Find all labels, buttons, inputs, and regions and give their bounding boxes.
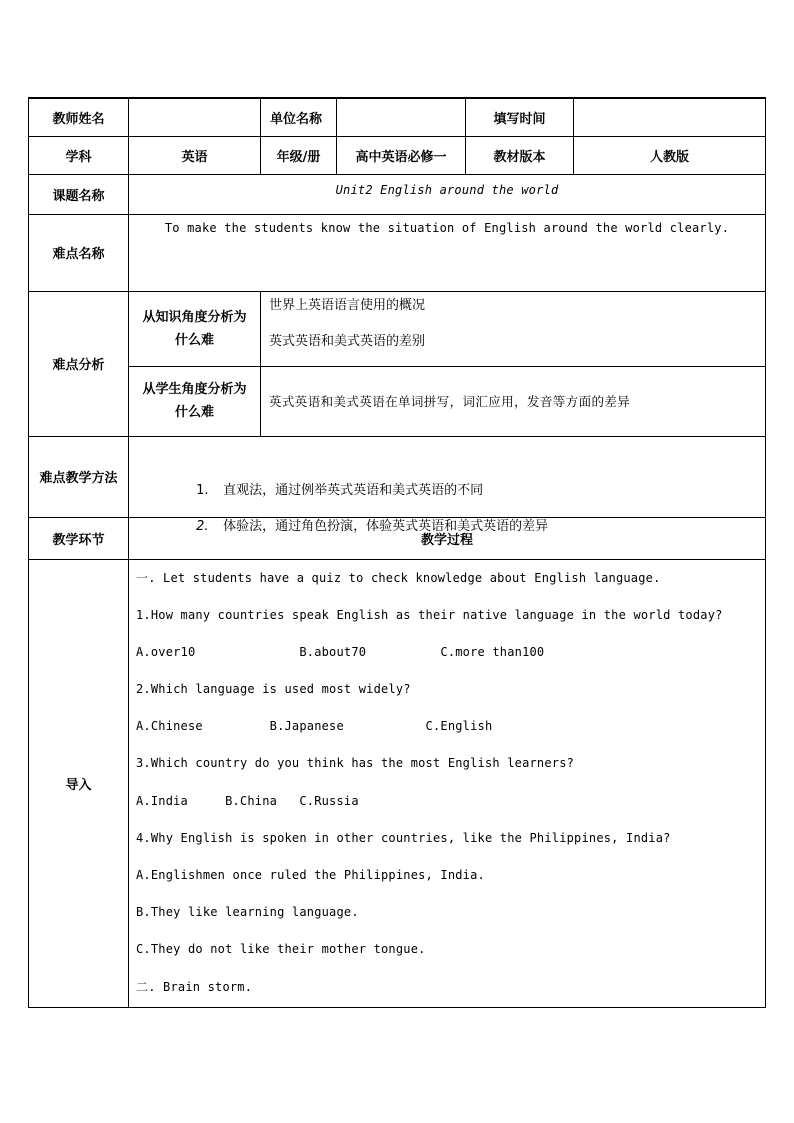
- question-line: 2.Which language is used most widely?: [136, 682, 411, 697]
- student-analysis: 英式英语和美式英语在单词拼写，词汇应用，发音等方面的差异: [261, 366, 766, 436]
- stage-header: 教学环节: [29, 517, 129, 559]
- grade-value: 高中英语必修一: [337, 136, 466, 174]
- row-topic: [29, 174, 766, 214]
- fill-time-label: 填写时间: [466, 98, 574, 136]
- grade-label: 年级/册: [261, 136, 337, 174]
- question-line: 1.How many countries speak English as their native language in the world today?: [136, 607, 723, 622]
- intro-stage-label: 导入: [29, 559, 129, 1007]
- row-intro: [29, 559, 766, 1007]
- method-item: [129, 437, 765, 498]
- subject-label: 学科: [29, 136, 129, 174]
- knowledge-analysis: [261, 291, 766, 366]
- student-angle-label: 从学生角度分析为什么难: [129, 366, 261, 436]
- fill-time-value: [574, 98, 766, 136]
- subject-value: 英语: [129, 136, 261, 174]
- unit-label: 单位名称: [261, 98, 337, 136]
- method-item-text: 体验法，通过角色扮演，体验英式英语和美式英语的差异: [223, 518, 549, 534]
- quiz-intro-line: 一. Let students have a quiz to check knowledge about English language.: [136, 570, 661, 585]
- row-difficulty: [29, 214, 766, 291]
- method-list: [129, 436, 766, 534]
- unit-value: [337, 98, 466, 136]
- question-line: 4.Why English is spoken in other countries, like the Philippines, India?: [136, 830, 671, 845]
- brainstorm-line: 二. Brain storm.: [136, 979, 253, 994]
- row-subject-info: [29, 136, 766, 174]
- process-header: 教学过程: [129, 517, 766, 559]
- topic-label: 课题名称: [29, 174, 129, 214]
- difficulty-value: To make the students know the situation of English around the world clearly.: [129, 214, 766, 291]
- lesson-plan-table: [28, 97, 766, 1008]
- analysis-label: 难点分析: [29, 291, 129, 436]
- option-line: B.They like learning language.: [136, 905, 359, 920]
- method-item-number: 2.: [196, 518, 209, 534]
- teacher-name-label: 教师姓名: [29, 98, 129, 136]
- option-line: C.They do not like their mother tongue.: [136, 942, 426, 957]
- textbook-label: 教材版本: [466, 136, 574, 174]
- knowledge-angle-label: 从知识角度分析为什么难: [129, 291, 261, 366]
- intro-content: [129, 559, 766, 1007]
- difficulty-label: 难点名称: [29, 214, 129, 291]
- method-label: 难点教学方法: [29, 436, 129, 517]
- knowledge-line: 世界上英语语言使用的概况: [269, 297, 426, 313]
- method-item-text: 直观法，通过例举英式英语和美式英语的不同: [223, 482, 484, 498]
- method-item-number: 1.: [196, 482, 209, 498]
- options-line: A.over10 B.about70 C.more than100: [136, 644, 545, 659]
- teacher-name-value: [129, 98, 261, 136]
- row-teacher-info: [29, 98, 766, 136]
- row-method: [29, 436, 766, 517]
- row-analysis-student: [29, 366, 766, 436]
- row-analysis-knowledge: [29, 291, 766, 366]
- knowledge-line: 英式英语和美式英语的差别: [269, 333, 426, 349]
- options-line: A.Chinese B.Japanese C.English: [136, 719, 493, 734]
- option-line: A.Englishmen once ruled the Philippines, India.: [136, 868, 485, 882]
- options-line: A.India B.China C.Russia: [136, 793, 359, 808]
- topic-value: Unit2 English around the world: [129, 174, 766, 214]
- question-line: 3.Which country do you think has the most English learners?: [136, 756, 575, 771]
- textbook-value: 人教版: [574, 136, 766, 174]
